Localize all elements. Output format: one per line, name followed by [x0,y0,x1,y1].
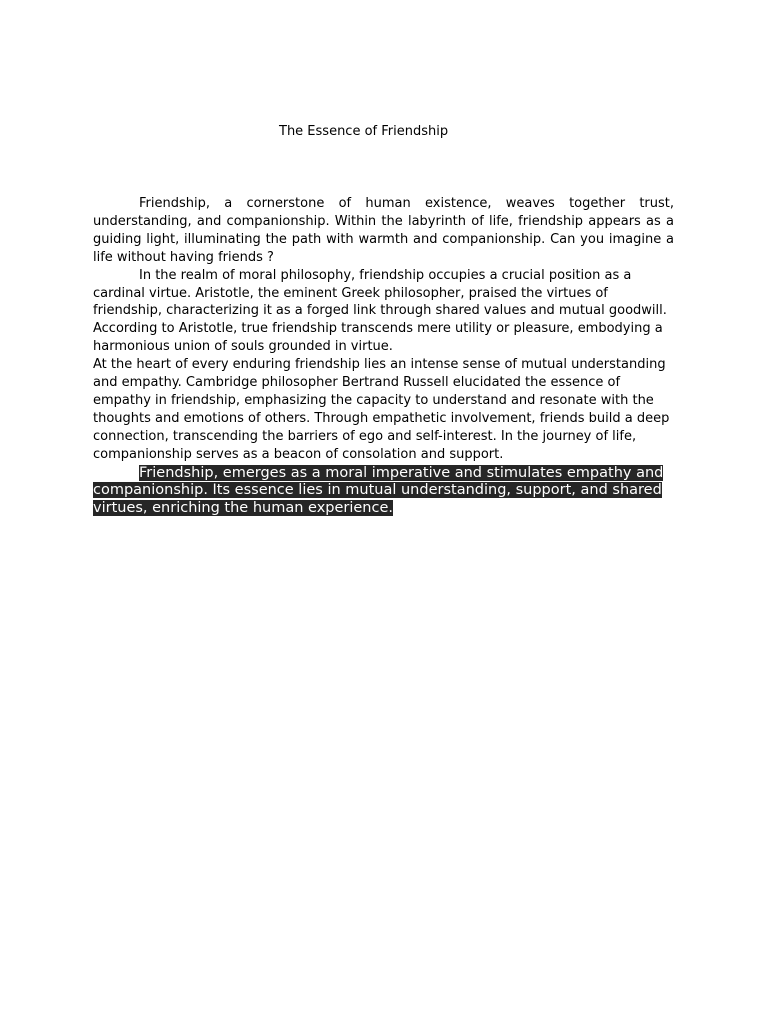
document-title: The Essence of Friendship [279,124,449,139]
paragraph-empathy[interactable]: At the heart of every enduring friendship lies an intense sense of mutual understanding and empathy. Cambridge philosopher Bertrand Russell elucidated the essence of empathy in friendship, emphasizing the capacity to understand and resonate with the thoughts and emotions of others. Through empathetic involvement, friends build a deep connection, transcending the barriers of ego and self-interest. In the journey of life, companionship serves as a beacon of consolation and support. [93,357,670,462]
paragraph-moral-philosophy[interactable]: In the realm of moral philosophy, friendship occupies a crucial position as a cardinal virtue. Aristotle, the eminent Greek philosopher, praised the virtues of friendship, characterizing it as a forged link through shared values and mutual goodwill. According to Aristotle, true friendship transcends mere utility or pleasure, embodying a harmonious union of souls grounded in virtue. [93,267,667,355]
document-body [93,195,674,517]
selected-text-highlight[interactable]: Friendship, emerges as a moral imperative and stimulates empathy and companionship. Its essence lies in mutual understanding, support, and shared virtues, enriching the human experience. [93,464,664,516]
paragraph-intro[interactable]: Friendship, a cornerstone of human existence, weaves together trust, understanding, and companionship. Within the labyrinth of life, friendship appears as a guiding light, illuminating the path with warmth and companionship. Can you imagine a life without having friends ? [93,196,674,265]
paragraph-conclusion[interactable] [93,465,674,518]
